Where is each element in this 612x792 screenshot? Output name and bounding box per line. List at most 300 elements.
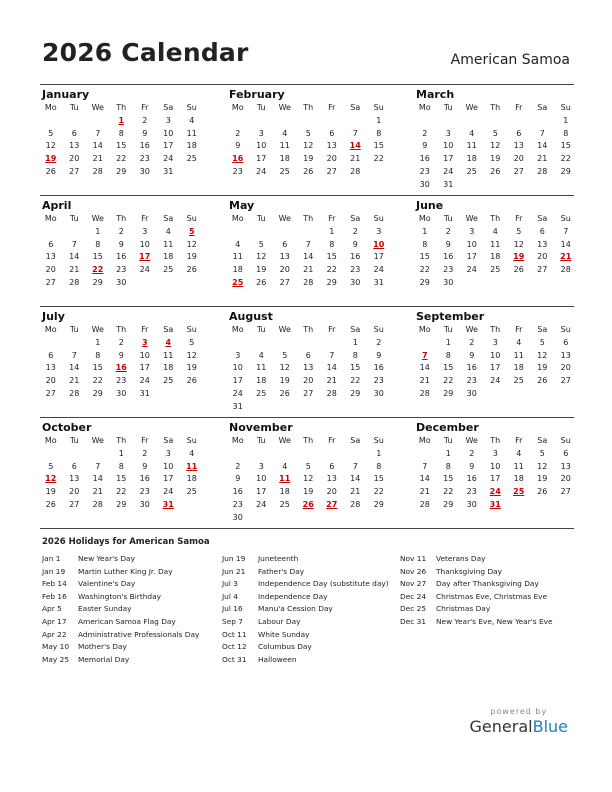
day: 30 (116, 277, 127, 287)
country-name: American Samoa (450, 52, 570, 68)
empty-day (250, 337, 274, 350)
day: 9 (469, 461, 475, 471)
month-name: January (42, 88, 90, 101)
empty-day (273, 115, 297, 128)
weekday-header: Th (116, 103, 127, 112)
day: 4 (516, 448, 522, 458)
day: 27 (513, 166, 524, 176)
weekday-header: Tu (69, 214, 79, 223)
holiday-name: Thanksgiving Day (436, 566, 503, 576)
weekday-header: Mo (231, 436, 244, 445)
month-january (40, 85, 200, 179)
holiday-date: Jul 16 (222, 604, 243, 614)
day: 11 (232, 252, 243, 262)
weekday-header: Tu (256, 103, 266, 112)
day: 30 (443, 277, 454, 287)
month-row (40, 84, 574, 195)
month-days-grid (226, 324, 387, 414)
day: 8 (445, 461, 451, 471)
month-days-grid (39, 435, 200, 512)
day: 23 (373, 376, 384, 386)
holiday-date: May 10 (42, 642, 70, 652)
empty-day (86, 115, 110, 128)
holiday-item (42, 566, 199, 579)
day: 14 (69, 363, 80, 373)
day: 23 (139, 154, 150, 164)
weekday-header: Fr (328, 436, 336, 445)
day: 7 (95, 128, 101, 138)
weekday-header: Fr (141, 325, 149, 334)
empty-day (63, 226, 87, 239)
holiday-name: Valentine's Day (78, 579, 136, 589)
day: 6 (48, 350, 54, 360)
weekday-header: We (465, 103, 478, 112)
empty-day (226, 226, 250, 239)
day: 4 (189, 448, 195, 458)
month-days-grid (413, 435, 574, 512)
weekday-header: Fr (141, 436, 149, 445)
weekday-header: Sa (350, 214, 361, 223)
holiday-name: Columbus Day (258, 642, 312, 652)
day: 31 (139, 388, 150, 398)
day: 22 (350, 376, 361, 386)
empty-day (460, 115, 484, 128)
day: 11 (513, 461, 524, 471)
day: 11 (490, 239, 501, 249)
holiday-name: New Year's Day (78, 554, 135, 563)
day: 13 (326, 474, 337, 484)
day: 21 (419, 376, 430, 386)
day: 23 (116, 265, 127, 275)
day: 4 (516, 337, 522, 347)
day: 27 (69, 499, 80, 509)
day: 28 (537, 166, 548, 176)
empty-day (250, 448, 274, 461)
day: 9 (118, 239, 124, 249)
day: 18 (256, 376, 267, 386)
holiday-day: 25 (513, 487, 525, 497)
day: 1 (118, 448, 124, 458)
day: 21 (350, 154, 361, 164)
day: 1 (563, 115, 569, 125)
month-may (227, 196, 387, 290)
weekday-header: Su (373, 214, 384, 223)
day: 10 (139, 239, 150, 249)
holiday-date: Jul 3 (222, 579, 238, 589)
day: 17 (139, 363, 150, 373)
holiday-name: Mother's Day (78, 642, 127, 652)
day: 6 (563, 448, 569, 458)
day: 15 (116, 141, 127, 151)
holiday-day: 24 (489, 487, 501, 497)
day: 22 (560, 154, 571, 164)
holiday-item (222, 553, 389, 566)
day: 29 (116, 166, 127, 176)
day: 28 (69, 388, 80, 398)
weekday-header: Th (303, 325, 314, 334)
day: 25 (163, 265, 174, 275)
weekday-header: We (91, 103, 104, 112)
weekday-header: Mo (418, 436, 431, 445)
holiday-name: American Samoa Flag Day (78, 616, 176, 626)
day: 29 (350, 388, 361, 398)
day: 1 (95, 226, 101, 236)
weekday-header: Mo (231, 103, 244, 112)
month-august (227, 307, 387, 414)
weekday-header: Mo (418, 325, 431, 334)
day: 20 (279, 265, 290, 275)
weekday-header: We (91, 325, 104, 334)
weekday-header: Fr (328, 325, 336, 334)
day: 29 (443, 499, 454, 509)
holiday-name: Memorial Day (78, 654, 130, 664)
day: 9 (118, 350, 124, 360)
weekday-header: We (278, 103, 291, 112)
day: 5 (305, 461, 311, 471)
day: 18 (490, 252, 501, 262)
day: 15 (92, 252, 103, 262)
weekday-header: Su (560, 214, 571, 223)
empty-day (320, 115, 344, 128)
empty-day (437, 115, 461, 128)
empty-day (39, 115, 63, 128)
day: 20 (326, 154, 337, 164)
day: 9 (235, 474, 241, 484)
day: 13 (279, 252, 290, 262)
day: 8 (563, 128, 569, 138)
day: 15 (443, 363, 454, 373)
day: 25 (256, 388, 267, 398)
month-name: March (416, 88, 455, 101)
empty-day (484, 115, 508, 128)
holiday-item (42, 641, 199, 654)
month-row (40, 417, 574, 529)
day: 13 (560, 350, 571, 360)
day: 17 (490, 363, 501, 373)
day: 6 (71, 128, 77, 138)
month-name: June (416, 199, 444, 212)
day: 17 (443, 154, 454, 164)
weekday-header: Sa (163, 436, 174, 445)
weekday-header: Tu (69, 103, 79, 112)
month-name: May (229, 199, 255, 212)
day: 2 (235, 128, 241, 138)
month-days-grid (413, 213, 574, 290)
holiday-item (400, 566, 553, 579)
empty-day (297, 226, 321, 239)
month-days-grid (39, 324, 200, 401)
day: 11 (163, 350, 174, 360)
day: 28 (92, 499, 103, 509)
day: 20 (45, 265, 56, 275)
empty-day (63, 337, 87, 350)
holiday-item (222, 566, 389, 579)
day: 3 (165, 448, 171, 458)
day: 26 (45, 499, 56, 509)
day: 9 (469, 350, 475, 360)
holiday-date: Apr 5 (42, 604, 62, 614)
holiday-name: White Sunday (258, 629, 310, 639)
day: 22 (443, 487, 454, 497)
day: 9 (142, 461, 148, 471)
day: 2 (376, 337, 382, 347)
day: 21 (69, 376, 80, 386)
day: 6 (539, 226, 545, 236)
day: 10 (256, 141, 267, 151)
empty-day (413, 115, 437, 128)
day: 2 (235, 461, 241, 471)
empty-day (320, 337, 344, 350)
day: 4 (258, 350, 264, 360)
day: 1 (422, 226, 428, 236)
day: 1 (376, 448, 382, 458)
holiday-item (42, 629, 199, 642)
brand-name-general: General (469, 717, 533, 736)
weekday-header: Mo (44, 325, 57, 334)
day: 25 (186, 487, 197, 497)
day: 30 (139, 166, 150, 176)
day: 13 (45, 363, 56, 373)
day: 13 (326, 141, 337, 151)
holiday-day: 5 (188, 226, 195, 236)
holiday-name: Father's Day (258, 566, 305, 576)
day: 24 (163, 487, 174, 497)
day: 26 (303, 166, 314, 176)
day: 6 (71, 461, 77, 471)
day: 20 (45, 376, 56, 386)
day: 3 (376, 226, 382, 236)
day: 26 (186, 265, 197, 275)
day: 20 (326, 487, 337, 497)
holiday-item (400, 603, 553, 616)
day: 4 (189, 115, 195, 125)
day: 5 (258, 239, 264, 249)
holiday-item (222, 641, 389, 654)
day: 8 (422, 239, 428, 249)
holiday-item (222, 591, 389, 604)
day: 27 (560, 487, 571, 497)
holiday-item (222, 603, 389, 616)
day: 13 (513, 141, 524, 151)
day: 29 (560, 166, 571, 176)
day: 24 (139, 265, 150, 275)
day: 7 (563, 226, 569, 236)
holiday-day: 10 (373, 239, 385, 249)
day: 14 (419, 474, 430, 484)
holiday-name: Manu'a Cession Day (258, 604, 333, 614)
weekday-header: Tu (256, 325, 266, 334)
month-name: September (416, 310, 485, 323)
holiday-name: New Year's Eve, New Year's Eve (436, 616, 553, 626)
holiday-day: 12 (45, 474, 57, 484)
day: 18 (163, 363, 174, 373)
empty-day (413, 448, 437, 461)
day: 6 (516, 128, 522, 138)
day: 3 (165, 115, 171, 125)
weekday-header: Mo (44, 214, 57, 223)
day: 5 (189, 337, 195, 347)
day: 17 (256, 154, 267, 164)
day: 24 (443, 166, 454, 176)
page-title: 2026 Calendar (42, 38, 249, 67)
holiday-name: Veterans Day (436, 554, 486, 563)
day: 28 (69, 277, 80, 287)
day: 14 (537, 141, 548, 151)
day: 21 (419, 487, 430, 497)
empty-day (273, 226, 297, 239)
weekday-header: Th (116, 436, 127, 445)
day: 3 (258, 128, 264, 138)
weekday-header: Fr (328, 214, 336, 223)
day: 7 (95, 461, 101, 471)
day: 1 (95, 337, 101, 347)
day: 17 (163, 474, 174, 484)
day: 14 (303, 252, 314, 262)
day: 31 (443, 179, 454, 189)
weekday-header: Sa (163, 325, 174, 334)
day: 2 (422, 128, 428, 138)
day: 5 (516, 226, 522, 236)
holiday-date: Feb 14 (42, 579, 67, 589)
weekday-header: We (278, 436, 291, 445)
day: 8 (118, 461, 124, 471)
day: 25 (186, 154, 197, 164)
holiday-date: Oct 31 (222, 654, 247, 664)
weekday-header: Su (373, 436, 384, 445)
weekday-header: Sa (537, 325, 548, 334)
weekday-header: Th (490, 103, 501, 112)
day: 3 (445, 128, 451, 138)
day: 19 (45, 487, 56, 497)
day: 20 (513, 154, 524, 164)
holiday-day: 4 (165, 337, 172, 347)
day: 10 (256, 474, 267, 484)
holiday-date: Nov 27 (400, 579, 427, 589)
empty-day (297, 448, 321, 461)
day: 7 (71, 350, 77, 360)
weekday-header: Tu (443, 214, 453, 223)
day: 19 (537, 363, 548, 373)
day: 10 (466, 239, 477, 249)
holiday-day: 7 (421, 350, 428, 360)
day: 22 (443, 376, 454, 386)
day: 22 (373, 487, 384, 497)
day: 27 (45, 277, 56, 287)
holiday-day: 26 (302, 499, 314, 509)
month-july (40, 307, 200, 401)
weekday-header: Fr (515, 436, 523, 445)
day: 22 (116, 154, 127, 164)
day: 6 (329, 461, 335, 471)
day: 16 (466, 363, 477, 373)
day: 23 (419, 166, 430, 176)
holiday-date: Jan 19 (42, 566, 66, 576)
day: 31 (373, 277, 384, 287)
empty-day (86, 448, 110, 461)
weekday-header: Tu (69, 436, 79, 445)
day: 26 (279, 388, 290, 398)
day: 19 (490, 154, 501, 164)
day: 28 (350, 499, 361, 509)
holiday-item (222, 616, 389, 629)
day: 2 (142, 448, 148, 458)
day: 10 (139, 350, 150, 360)
day: 26 (186, 376, 197, 386)
day: 16 (350, 252, 361, 262)
months-grid (40, 84, 574, 529)
day: 12 (537, 350, 548, 360)
day: 16 (116, 252, 127, 262)
holiday-date: Oct 12 (222, 642, 247, 652)
weekday-header: Mo (44, 436, 57, 445)
day: 20 (69, 154, 80, 164)
weekday-header: Su (186, 103, 197, 112)
weekday-header: Mo (231, 325, 244, 334)
month-name: April (42, 199, 72, 212)
weekday-header: We (465, 214, 478, 223)
day: 22 (92, 376, 103, 386)
day: 12 (186, 350, 197, 360)
brand-name (470, 717, 568, 736)
weekday-header: Th (116, 325, 127, 334)
day: 3 (258, 461, 264, 471)
empty-day (250, 115, 274, 128)
day: 5 (305, 128, 311, 138)
day: 6 (282, 239, 288, 249)
day: 10 (232, 363, 243, 373)
day: 4 (235, 239, 241, 249)
weekday-header: Sa (163, 103, 174, 112)
day: 9 (142, 128, 148, 138)
weekday-header: Fr (515, 103, 523, 112)
day: 2 (118, 337, 124, 347)
weekday-header: Sa (350, 103, 361, 112)
day: 28 (560, 265, 571, 275)
day: 10 (443, 141, 454, 151)
holiday-column (42, 553, 199, 666)
empty-day (531, 115, 555, 128)
weekday-header: Su (560, 436, 571, 445)
month-november (227, 418, 387, 525)
holiday-item (400, 616, 553, 629)
holiday-name: Easter Sunday (78, 604, 132, 614)
day: 12 (303, 474, 314, 484)
day: 2 (445, 226, 451, 236)
holiday-date: Nov 11 (400, 554, 427, 563)
holiday-day: 16 (232, 154, 244, 164)
weekday-header: Th (490, 325, 501, 334)
day: 8 (329, 239, 335, 249)
empty-day (39, 448, 63, 461)
empty-day (226, 115, 250, 128)
day: 21 (92, 154, 103, 164)
weekday-header: Th (490, 436, 501, 445)
day: 16 (443, 252, 454, 262)
empty-day (250, 226, 274, 239)
empty-day (413, 337, 437, 350)
day: 12 (186, 239, 197, 249)
day: 18 (279, 154, 290, 164)
day: 23 (232, 166, 243, 176)
day: 24 (139, 376, 150, 386)
holiday-day: 31 (489, 499, 501, 509)
day: 13 (45, 252, 56, 262)
month-name: October (42, 421, 92, 434)
day: 26 (45, 166, 56, 176)
day: 20 (303, 376, 314, 386)
holiday-date: Dec 31 (400, 616, 427, 626)
holiday-date: Oct 11 (222, 629, 247, 639)
